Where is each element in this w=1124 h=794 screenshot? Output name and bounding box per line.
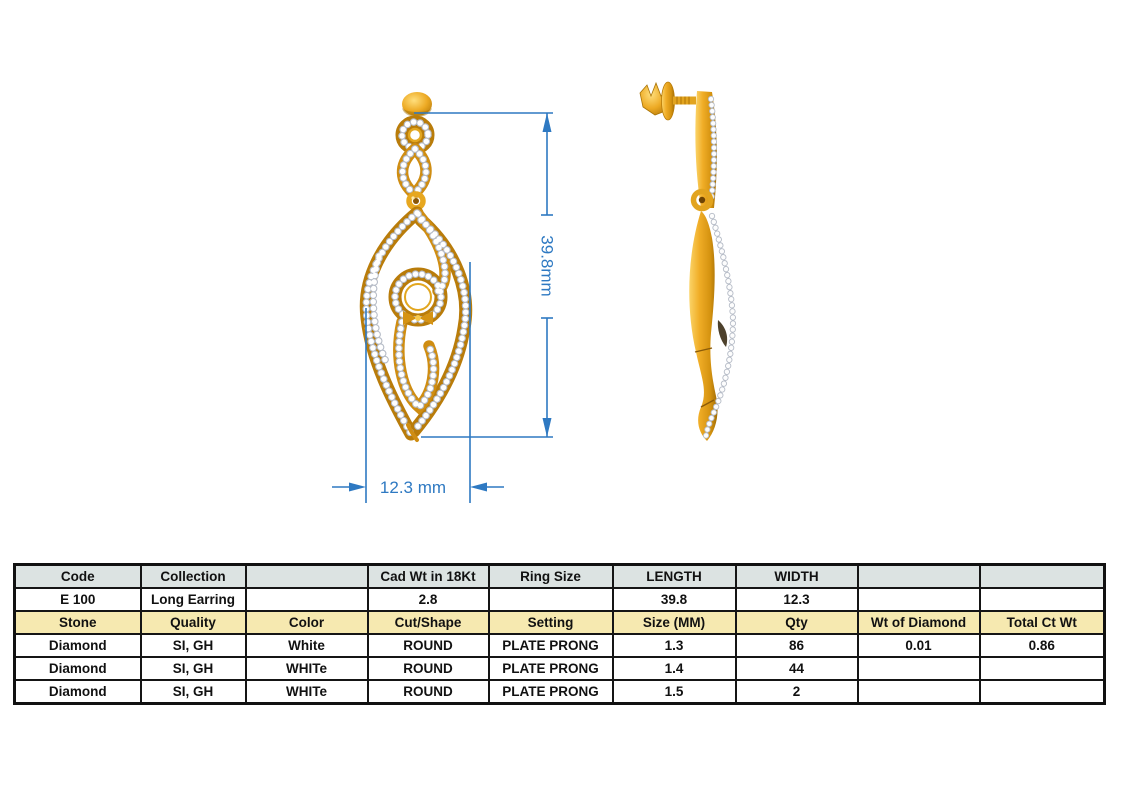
header-cad-wt: Cad Wt in 18Kt [368,565,489,589]
table-header-row-stones [15,611,1105,634]
width-dimension-label: 12.3 mm [379,478,447,497]
cell-quality: SI, GH [141,657,246,680]
header-size-mm: Size (MM) [613,611,736,634]
cell-size-mm: 1.3 [613,634,736,657]
cell-quality: SI, GH [141,634,246,657]
cell-collection: Long Earring [141,588,246,611]
header-collection: Collection [141,565,246,589]
cell-total-ct-wt [980,657,1105,680]
cell [980,588,1105,611]
table-row-stone-2 [15,657,1105,680]
header-empty [858,565,980,589]
header-color: Color [246,611,368,634]
width-arrow-left [470,483,487,492]
cell-setting: PLATE PRONG [489,680,613,704]
cell-qty: 44 [736,657,858,680]
cell-size-mm: 1.4 [613,657,736,680]
cell [246,588,368,611]
cell-wt-of-diamond [858,657,980,680]
table-header-row-product [15,565,1105,589]
header-qty: Qty [736,611,858,634]
cell-wt-of-diamond [858,680,980,704]
cell-color: WHITe [246,657,368,680]
cell-code: E 100 [15,588,141,611]
cell-size-mm: 1.5 [613,680,736,704]
cell-wt-of-diamond: 0.01 [858,634,980,657]
width-arrow-right [349,483,366,492]
header-length: LENGTH [613,565,736,589]
header-quality: Quality [141,611,246,634]
header-cut-shape: Cut/Shape [368,611,489,634]
cell-color: White [246,634,368,657]
header-width: WIDTH [736,565,858,589]
header-total-ct-wt: Total Ct Wt [980,611,1105,634]
cell-total-ct-wt [980,680,1105,704]
table-row-stone-3 [15,680,1105,704]
side-view-earring [640,82,733,441]
cell-stone: Diamond [15,657,141,680]
cell-setting: PLATE PRONG [489,657,613,680]
cell-length: 39.8 [613,588,736,611]
header-stone: Stone [15,611,141,634]
table-row-stone-1 [15,634,1105,657]
cell-qty: 2 [736,680,858,704]
header-setting: Setting [489,611,613,634]
table-row-product-values [15,588,1105,611]
height-dimension-label: 39.8mm [537,235,557,297]
cell-cut-shape: ROUND [368,680,489,704]
header-empty [980,565,1105,589]
cell-cut-shape: ROUND [368,657,489,680]
cell-width: 12.3 [736,588,858,611]
spec-table [13,563,1106,705]
cell-stone: Diamond [15,680,141,704]
cell-total-ct-wt: 0.86 [980,634,1105,657]
header-empty [246,565,368,589]
cell-cad-wt: 2.8 [368,588,489,611]
cell-qty: 86 [736,634,858,657]
cell-ring-size [489,588,613,611]
height-arrow-down [543,418,552,437]
header-ring-size: Ring Size [489,565,613,589]
header-wt-of-diamond: Wt of Diamond [858,611,980,634]
cell-cut-shape: ROUND [368,634,489,657]
cell-color: WHITe [246,680,368,704]
cell-stone: Diamond [15,634,141,657]
cell-quality: SI, GH [141,680,246,704]
cell-setting: PLATE PRONG [489,634,613,657]
header-code: Code [15,565,141,589]
height-arrow-up [543,113,552,132]
cell [858,588,980,611]
front-view-earring [366,92,465,440]
